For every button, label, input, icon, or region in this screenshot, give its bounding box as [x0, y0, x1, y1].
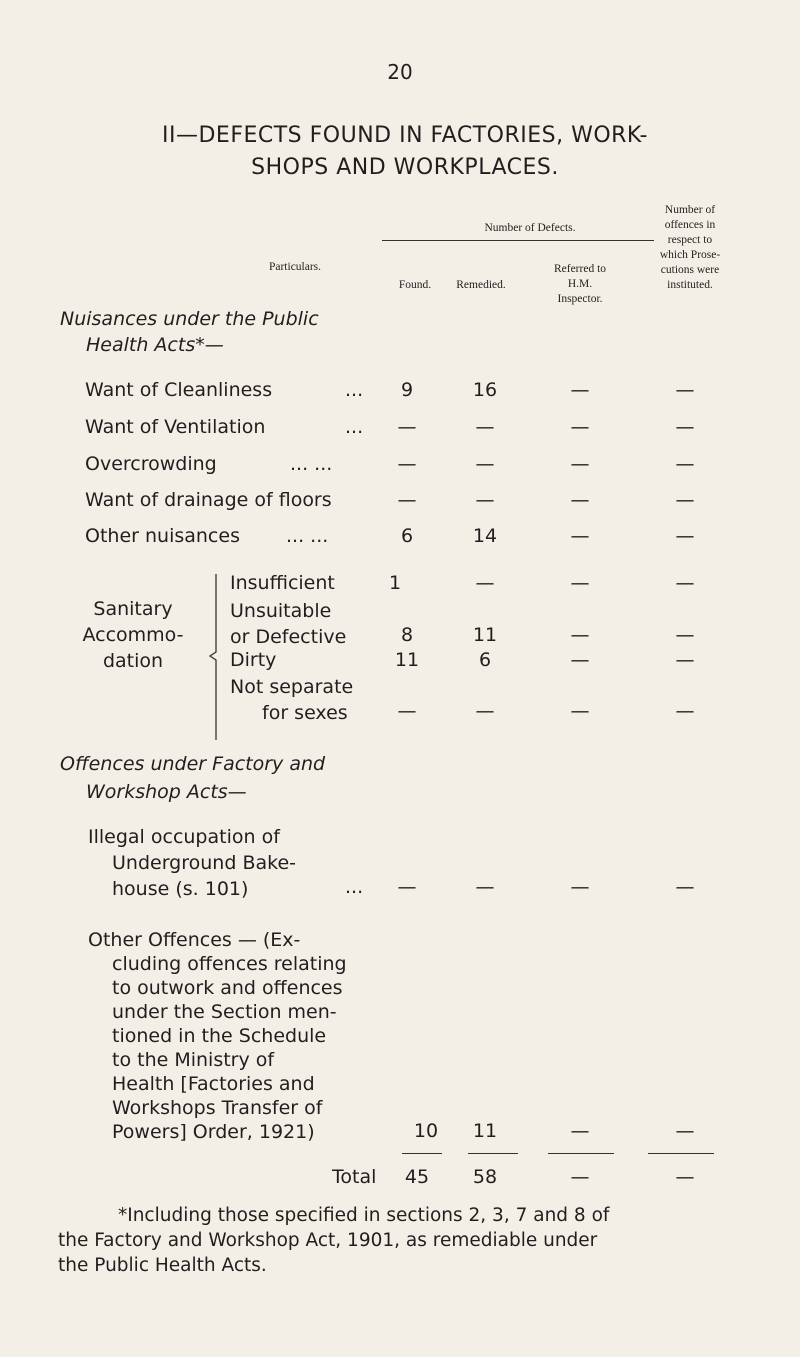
- cell-referred: —: [570, 489, 590, 511]
- cell-remedied: —: [475, 572, 495, 594]
- cell-remedied: —: [475, 876, 495, 898]
- cell-found: 6: [400, 525, 414, 547]
- footnote: *Including those specified in sections 2, 3, 7 and 8 of the Factory and Workshop Act, 1901, as remediable under the Public Health Acts.: [58, 1205, 610, 1276]
- total-prosecutions: —: [675, 1166, 695, 1188]
- sum-rule: [402, 1153, 442, 1154]
- cell-prosecutions: —: [675, 700, 695, 722]
- cell-referred: —: [570, 1120, 590, 1142]
- cell-remedied: 11: [472, 1120, 498, 1142]
- cell-remedied: 16: [472, 379, 498, 401]
- cell-referred: —: [570, 379, 590, 401]
- header-remedied: Remedied.: [456, 279, 506, 291]
- cell-referred: —: [570, 416, 590, 438]
- cell-prosecutions: —: [675, 876, 695, 898]
- header-rule: [382, 240, 654, 241]
- leader-dots: ...: [345, 379, 364, 401]
- sum-rule: [648, 1153, 714, 1154]
- row-label: Want of drainage of floors: [85, 489, 332, 511]
- cell-referred: —: [570, 572, 590, 594]
- cell-referred: —: [570, 700, 590, 722]
- cell-prosecutions: —: [675, 572, 695, 594]
- cell-found: 8: [400, 624, 414, 646]
- cell-found: 11: [394, 649, 420, 671]
- cell-referred: —: [570, 624, 590, 646]
- cell-prosecutions: —: [675, 525, 695, 547]
- cell-remedied: 14: [472, 525, 498, 547]
- header-found: Found.: [398, 279, 432, 291]
- cell-found: —: [397, 700, 417, 722]
- leader-dots: ... ...: [286, 525, 329, 547]
- section-heading-offences: Offences under Factory and Workshop Acts—: [60, 753, 326, 803]
- cell-referred: —: [570, 876, 590, 898]
- cell-prosecutions: —: [675, 416, 695, 438]
- header-number-of-defects: Number of Defects.: [484, 222, 576, 234]
- header-prosecutions: Number of offences in respect to which Prose- cutions were instituted.: [659, 204, 721, 291]
- total-found: 45: [404, 1166, 430, 1188]
- cell-prosecutions: —: [675, 379, 695, 401]
- title-line-2: SHOPS AND WORKPLACES.: [251, 155, 559, 180]
- cell-remedied: —: [475, 700, 495, 722]
- total-label: Total: [332, 1166, 377, 1188]
- page-number: 20: [387, 60, 413, 84]
- leader-dots: ...: [345, 876, 364, 898]
- leader-dots: ...: [345, 416, 364, 438]
- row-label: Want of Cleanliness: [85, 379, 273, 401]
- row-label: Other nuisances: [85, 525, 240, 547]
- sum-rule: [468, 1153, 518, 1154]
- total-remedied: 58: [472, 1166, 498, 1188]
- cell-prosecutions: —: [675, 489, 695, 511]
- cell-prosecutions: —: [675, 624, 695, 646]
- brace-icon: [186, 568, 230, 748]
- cell-prosecutions: —: [675, 649, 695, 671]
- row-label: Other Offences — (Ex- cluding offences relating to outwork and offences under the Section men- tioned in the Schedule to the Ministry of Health [Factories and Workshops Transfer of Powers] Order, 1921): [88, 929, 347, 1143]
- row-label: Want of Ventilation: [85, 416, 266, 438]
- title-line-1: II—DEFECTS FOUND IN FACTORIES, WORK-: [162, 123, 648, 148]
- cell-found: —: [397, 489, 417, 511]
- cell-referred: —: [570, 453, 590, 475]
- row-label: Not separate for sexes: [230, 676, 354, 724]
- cell-remedied: —: [475, 489, 495, 511]
- row-label: Insufficient: [230, 572, 335, 594]
- header-referred: Referred to H.M. Inspector.: [553, 263, 607, 305]
- cell-found: 10: [413, 1120, 439, 1142]
- cell-referred: —: [570, 649, 590, 671]
- cell-prosecutions: —: [675, 1120, 695, 1142]
- cell-found: —: [397, 876, 417, 898]
- cell-referred: —: [570, 525, 590, 547]
- leader-dots: ... ...: [290, 453, 333, 475]
- cell-found: —: [397, 453, 417, 475]
- cell-found: 9: [400, 379, 414, 401]
- sanitary-group-label: Sanitary Accommo- dation: [82, 598, 184, 672]
- cell-remedied: 6: [478, 649, 492, 671]
- row-label: Dirty: [230, 649, 277, 671]
- page-title: [60, 120, 750, 184]
- header-particulars: Particulars.: [268, 261, 322, 273]
- row-label: Overcrowding: [85, 453, 217, 475]
- cell-remedied: 11: [472, 624, 498, 646]
- cell-found: 1: [388, 572, 402, 594]
- cell-remedied: —: [475, 416, 495, 438]
- row-label: Unsuitable or Defective: [230, 600, 347, 648]
- cell-prosecutions: —: [675, 453, 695, 475]
- row-label: Illegal occupation of Underground Bake- house (s. 101): [88, 826, 296, 900]
- total-referred: —: [570, 1166, 590, 1188]
- cell-found: —: [397, 416, 417, 438]
- sum-rule: [548, 1153, 614, 1154]
- cell-remedied: —: [475, 453, 495, 475]
- section-heading-nuisances: Nuisances under the Public Health Acts*—: [60, 308, 319, 356]
